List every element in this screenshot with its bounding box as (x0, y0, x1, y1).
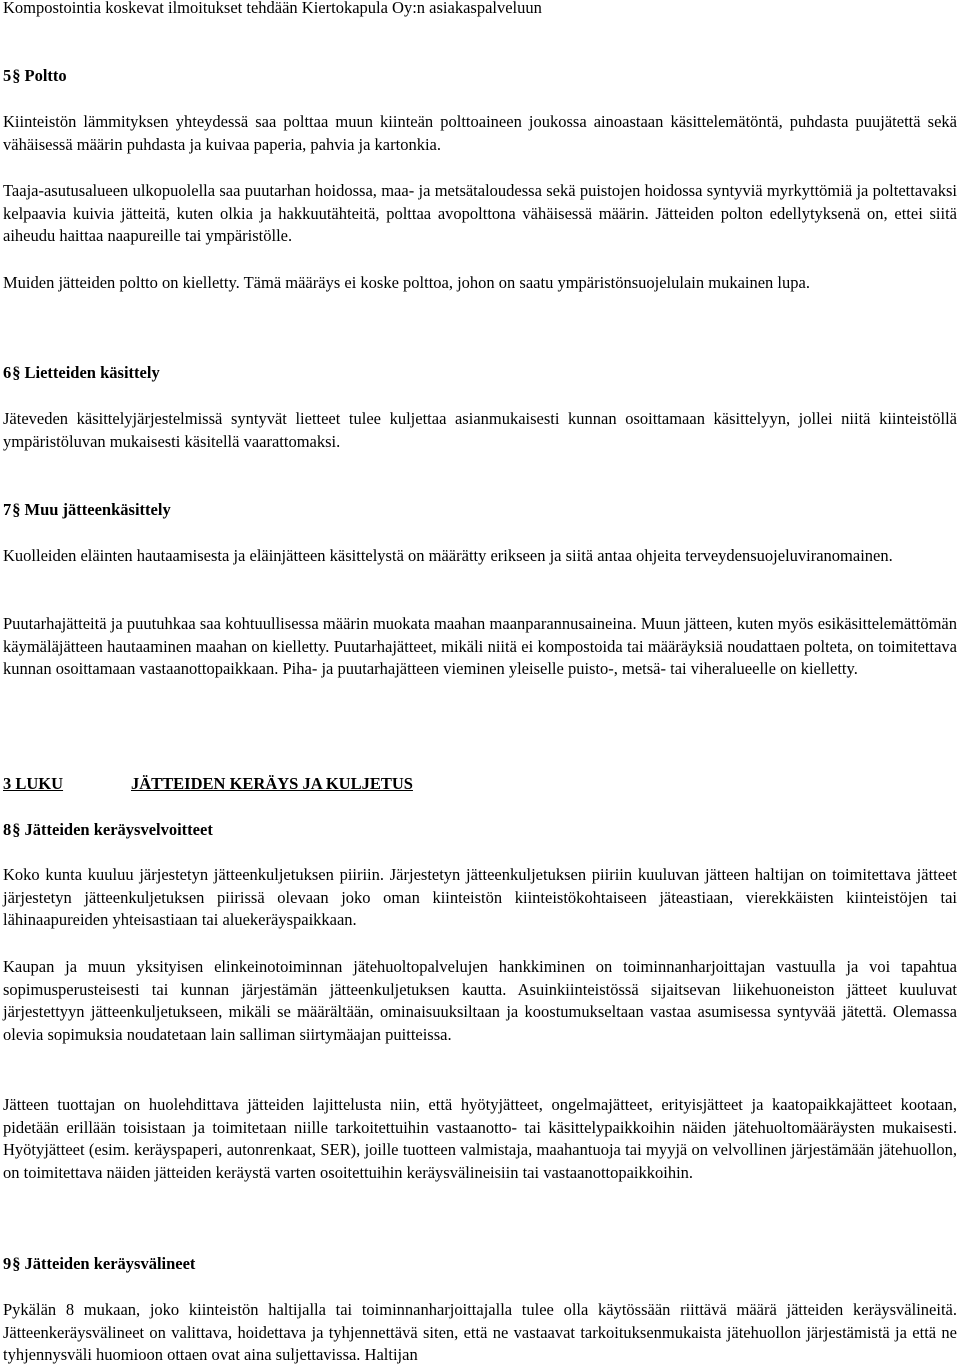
paragraph: Pykälän 8 mukaan, joko kiinteistön haltijalla tai toiminnanharjoittajalla tulee olla käytössään riittävä määrä jätteiden keräysvälineitä. Jätteenkeräysvälineet on valittava, hoidettava ja tyhjennettävä siten, että ne vastaavat tarkoituksenmukaista jätehuollon järjestämistä ja että ne tyhjennysväli huomioon ottaen ovat aina suljettavissa. Haltijan (3, 1300, 957, 1364)
section-symbol: § (12, 820, 21, 839)
section-heading-7: 7§ Muu jätteenkäsittely (3, 499, 957, 522)
paragraph: Kiinteistön lämmityksen yhteydessä saa polttaa muun kiinteän polttoaineen joukossa ainoastaan käsittelemätöntä, puhdasta puujätettä sekä vähäisessä määrin puhdasta ja kuivaa paperia, pahvia ja kartonkia. (3, 112, 957, 154)
chapter-heading (3, 773, 957, 796)
paragraph: Jätteen tuottajan on huolehdittava jätteiden lajittelusta niin, että hyötyjätteet, ongelmajätteet, erityisjätteet ja kaatopaikkajätteet kootaan, pidetään erillään toisistaan ja toimitetaan niille tarkoitettuihin vastaanotto- tai käsittelypaikkoihin näiden jätehuoltomääräysten mukaisesti. Hyötyjätteet (esim. keräyspaperi, autonrenkaat, SER), joille tuotteen valmistaja, maahantuoja tai myyjä on velvollinen järjestämään jätehuollon, on toimitettava näiden jätteiden keräystä varten osoitettuihin keräysvälineisiin tai vastaanottopaikkoihin. (3, 1095, 957, 1182)
section-heading-9: 9§ Jätteiden keräysvälineet (3, 1253, 957, 1276)
paragraph: Kuolleiden eläinten hautaamisesta ja eläinjätteen käsittelystä on määrätty erikseen ja siitä antaa ohjeita terveydensuojeluviranomainen. (3, 546, 893, 565)
section-heading-5: 5§ Poltto (3, 65, 957, 88)
paragraph: Kaupan ja muun yksityisen elinkeinotoiminnan jätehuoltopalvelujen hankkiminen on toiminnanharjoittajan vastuulla ja voi tapahtua sopimusperusteisesti tai kunnan järjestämän jätteenkuljetuksen kautta. Asuinkiinteistössä sijaitsevan liikehuoneiston jätteet kuuluvat järjestettyyn jätteenkuljetukseen, mikäli se määrältään, ominaisuuksiltaan ja koostumukseltaan vastaa asumisessa syntyvää jätettä. Olemassa olevia sopimuksia noudatetaan lain salliman siirtymäajan puitteissa. (3, 957, 957, 1044)
chapter-number: 3 LUKU (3, 774, 64, 793)
paragraph: Puutarhajätteitä ja puutuhkaa saa kohtuullisessa määrin muokata maahan maanparannusaineina. Muun jätteen, kuten myös esikäsittelemättömän käymäläjätteen hautaaminen maahan on kielletty. Puutarhajätteet, mikäli niitä ei kompostoida tai määräyksiä noudattaen polteta, on toimitettava kunnan osoittamaan vastaanottopaikkaan. Piha- ja puutarhajätteen vieminen yleiselle puisto-, metsä- tai viheralueelle on kielletty. (3, 614, 957, 678)
paragraph: Koko kunta kuuluu järjestetyn jätteenkuljetuksen piiriin. Järjestetyn jätteenkuljetuksen piiriin kuuluvan jätteen haltijan on toimitettava jätteet järjestetyn jätteenkuljetuksen piirissä olevaan joko oman kiinteistön kiinteistökohtaiseen jäteastiaan, vierekkäisten kiinteistöjen tai lähinaapureiden yhteisastiaan tai aluekeräyspaikkaan. (3, 865, 957, 929)
section-heading-6: 6§ Lietteiden käsittely (3, 362, 957, 385)
section-symbol: § (12, 1254, 21, 1273)
paragraph: Muiden jätteiden poltto on kielletty. Tämä määräys ei koske polttoa, johon on saatu ympäristönsuojelulain mukainen lupa. (3, 273, 810, 292)
section-symbol: § (12, 66, 21, 85)
page-header: Kompostointia koskevat ilmoitukset tehdään Kiertokapula Oy:n asiakaspalveluun (3, 0, 542, 17)
paragraph: Taaja-asutusalueen ulkopuolella saa puutarhan hoidossa, maa- ja metsätaloudessa sekä puistojen hoidossa syntyviä myrkyttömiä ja poltettavaksi kelpaavia kuivia jätteitä, kuten olkia ja hakkuutähteitä, polttaa avopolttona vähäisessä määrin. Jätteiden polton edellytyksenä on, ettei siitä aiheudu haittaa naapureille tai ympäristölle. (3, 181, 957, 245)
paragraph: Jäteveden käsittelyjärjestelmissä syntyvät lietteet tulee kuljettaa asianmukaisesti kunnan osoittamaan käsittelyyn, jollei niitä kiinteistöllä ympäristöluvan mukaisesti käsitellä vaarattomaksi. (3, 409, 957, 451)
chapter-title: JÄTTEIDEN KERÄYS JA KULJETUS (131, 774, 413, 793)
section-heading-8: 8§ Jätteiden keräysvelvoitteet (3, 819, 957, 842)
section-symbol: § (12, 363, 21, 382)
section-symbol: § (12, 500, 21, 519)
